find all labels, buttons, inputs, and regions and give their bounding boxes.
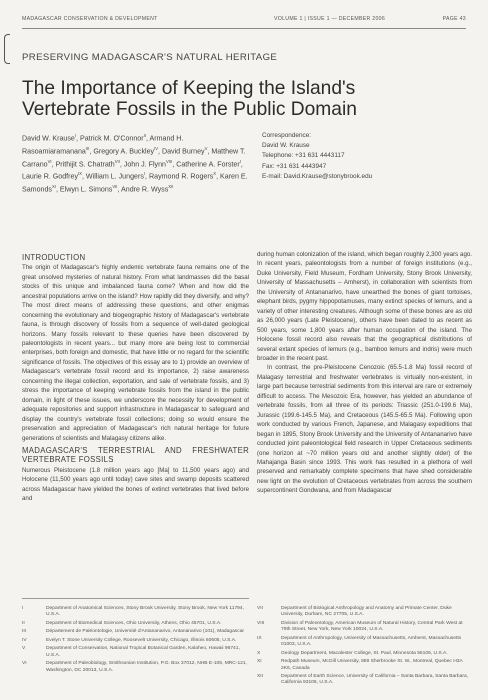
affiliation-note bbox=[257, 636, 472, 649]
page-number: PAGE 43 bbox=[442, 16, 466, 22]
affiliation-number: XII bbox=[257, 674, 263, 680]
author-name: Laurie R. Godfrey bbox=[22, 172, 78, 181]
affiliations-right bbox=[257, 606, 472, 689]
issue-info: VOLUME 1 | ISSUE 1 — DECEMBER 2006 bbox=[274, 16, 386, 22]
fossil-record-heading: MADAGASCAR'S TERRESTRIAL AND FRESHWATER VERTEBRATE FOSSILS bbox=[22, 446, 249, 465]
continued-paragraph: during human colonization of the island, which began roughly 2,300 years ago. In recent years, paleontologists from a number of foreign institutions (e.g., Duke University, Field Museum, Fordham University, Stony Brook University, University of Massachusetts – Amherst), in collaboration with scientists from the University of Antananarivo, have unearthed the bones of giant tortoises, elephant birds, pygmy hippopotamuses, many extinct species of lemurs, and a variety of other interesting creatures. Although some of these bones are as old as 26,000 years (Late Pleistocene), others have been dated to as recent as 500 years, some 1,800 years after human occupation of the island. The Holocene fossil record also reveals that the geographical distributions of several extant species of lemurs (e.g., bamboo lemurs and indris) were much broader in the recent past. bbox=[257, 251, 472, 362]
author-affiliation-marker: IX bbox=[78, 171, 82, 177]
header-rule bbox=[22, 28, 466, 29]
affiliation-note bbox=[22, 606, 249, 619]
author-affiliation-marker: I bbox=[143, 171, 146, 177]
affiliation-note bbox=[22, 621, 249, 627]
author-affiliation-marker: I bbox=[74, 133, 77, 138]
author-name: David Burney bbox=[161, 147, 205, 156]
body-column-right bbox=[257, 250, 472, 496]
cenozoic-paragraph: In contrast, the pre-Pleistocene Cenozoic (65.5-1.8 Ma) fossil record of Malagasy terrestrial and freshwater vertebrates is virtually non-existent, in large part because terrestrial sediments from this interval are rare or extremely difficult to access. The Mesozoic Era, however, has yielded an abundance of vertebrate fossils, from all three of its periods: Triassic (251.0-199.6 Ma), Jurassic (199.6-145.5 Ma), and Cretaceous (145.5-65.5 Ma). Following upon work conducted by various French, Japanese, and Malagasy expeditions that began in 1895, Stony Brook University and the University of Antananarivo have conducted joint paleontological field research in Upper Cretaceous sediments (one horizon at ~70 million years old and another slightly older) of the Mahajanga Basin since 1993. This work has resulted in a plethora of well preserved and remarkably complete specimens that have shed considerable new light on the evolution of Cretaceous vertebrates from across the southern supercontinent Gondwana, and from Madagascar bbox=[257, 364, 472, 495]
affiliation-note bbox=[22, 661, 249, 674]
journal-name: MADAGASCAR CONSERVATION & DEVELOPMENT bbox=[22, 16, 158, 22]
affiliation-text: Evelyn T. Stone University College, Roosevelt University, Chicago, Illinois 60605, U.S.A. bbox=[46, 637, 237, 643]
affiliations-left bbox=[22, 606, 249, 676]
author-affiliation-marker: II bbox=[143, 133, 146, 138]
affiliation-number: IV bbox=[22, 637, 27, 643]
affiliation-text: Department of Anthropology, University of Massachusetts, Amherst, Massachusetts 01003, U.S.A. bbox=[281, 635, 462, 648]
intro-heading: INTRODUCTION bbox=[22, 253, 86, 262]
affiliation-number: II bbox=[22, 620, 25, 626]
affiliation-text: Department of Conservation, National Tropical Botanical Garden, Kalaheo, Hawaii 96741, U.S.A. bbox=[46, 646, 240, 658]
affiliation-text: Department of Biological Anthropology and Anatomy and Primate Center, Duke University, Durham, NC 27705, U.S.A. bbox=[281, 606, 452, 618]
author-name: Karen E. Samonds bbox=[22, 172, 248, 194]
author-affiliation-marker: V bbox=[204, 145, 208, 151]
affiliation-number: VII bbox=[257, 606, 263, 611]
affiliation-text: Department of Anatomical Sciences, Stony Brook University, Stony Brook, New York 11794, U.S.A. bbox=[46, 606, 244, 618]
author-affiliation-marker: XI bbox=[51, 184, 56, 190]
author-name: John J. Flynn bbox=[123, 159, 166, 168]
author-name: Prithijit S. Chatrath bbox=[55, 159, 115, 168]
affiliation-note bbox=[257, 674, 472, 687]
author-affiliation-marker: VII bbox=[114, 158, 120, 164]
affiliation-number: V bbox=[22, 646, 26, 652]
running-head bbox=[22, 16, 466, 26]
body-column-left bbox=[22, 250, 249, 504]
author-name: Andre R. Wyss bbox=[121, 185, 169, 194]
author-name: Matthew T. Carrano bbox=[22, 147, 246, 168]
affiliation-number: XI bbox=[257, 659, 262, 665]
correspondence-name: David W. Krause bbox=[262, 142, 310, 150]
author-name: Armand H. Rasoamiaramanana bbox=[22, 134, 184, 156]
fossil-record-paragraph: Numerous Pleistocene (1.8 million years ago [Ma] to 11,500 years ago) and Holocene (11,500 years ago until today) cave sites and swamp deposits scattered across Madagascar have yielded the bones of extinct vertebrates that lived before and bbox=[22, 466, 249, 503]
affiliation-number: VI bbox=[22, 661, 27, 667]
affiliation-note bbox=[22, 629, 249, 635]
author-name: Patrick M. O'Connor bbox=[79, 134, 144, 143]
intro-paragraph: The origin of Madagascar's highly endemic vertebrate fauna remains one of the great unsolved mysteries of natural history. From what landmasses did the basal stocks of this unique and imbalanced fauna come? When and how did the ancestral populations arrive on the island? How rapidly did they diversify, and why? The most direct means of addressing these questions, and other enigmas concerning the evolutionary and biogeographic history of Madagascar's vertebrate fauna, is through discovery of fossils from a sequence of well-dated geological horizons. Many fossils relevant to these queries have been discovered by paleontologists in recent years... but many more are being lost to commercial enterprises, both foreign and domestic, that have little or no regard for the scientific significance of fossils. The objectives of this essay are to 1) provide an overview of Madagascar's vertebrate fossil record and its importance, 2) raise awareness concerning the illegal collection, exportation, and sale of vertebrate fossils, and 3) stress the importance of keeping vertebrate fossils from the island in the public domain, in light of these issues, we underscore the necessity for development of adequate repositories and support infrastructure in Madagascar to safeguard and display the country's vertebrate fossil collections; doing so would ensure the preservation and appreciation of Madagascar's rich natural heritage for future generations of scientists and Malagasy citizens alike. bbox=[22, 264, 249, 442]
affiliation-number: I bbox=[22, 606, 24, 611]
affiliation-text: Redpath Museum, McGill University, 859 Sherbrooke St. W., Montreal, Quebec H3A 2K6, Canada bbox=[281, 659, 463, 671]
author-affiliation-marker: III bbox=[85, 145, 90, 151]
author-affiliation-marker: XII bbox=[168, 184, 174, 190]
affiliation-note bbox=[257, 651, 472, 657]
author-name: Catherine A. Forster bbox=[176, 159, 240, 168]
affiliation-number: IX bbox=[257, 635, 262, 641]
affiliation-text: Division of Paleontology, American Museum of Natural History, Central Park West at 79th Street, New York, New York 10024, U.S.A. bbox=[281, 620, 463, 633]
affiliation-number: III bbox=[22, 629, 27, 635]
affiliation-text: Département de Paléontologie, Université d'Antananarivo, Antananarivo (101), Madagascar bbox=[46, 629, 245, 635]
author-name: Raymond R. Rogers bbox=[149, 172, 214, 181]
author-affiliation-marker: VI bbox=[47, 158, 52, 164]
author-name: Gregory A. Buckley bbox=[93, 147, 155, 156]
correspondence-telephone: Telephone: +31 631 4443117 bbox=[262, 152, 345, 160]
affiliation-text: Department of Biomedical Sciences, Ohio University, Athens, Ohio 45701, U.S.A. bbox=[46, 620, 222, 626]
affiliation-number: X bbox=[257, 650, 261, 656]
correspondence-fax: Fax: +31 631 4443947 bbox=[262, 162, 327, 170]
author-name: David W. Krause bbox=[22, 134, 75, 143]
affiliation-note bbox=[22, 638, 249, 644]
author-name: Elwyn L. Simons bbox=[59, 185, 113, 194]
correspondence-block bbox=[262, 131, 472, 182]
author-affiliation-marker: VII bbox=[112, 184, 118, 190]
affiliation-text: Department of Paleobiology, Smithsonian Institution, P.O. Box 37012, NHB E-105, MRC-121, Washington, DC 20013, U.S.A. bbox=[46, 661, 247, 673]
affiliation-note bbox=[257, 621, 472, 634]
affiliation-note bbox=[257, 606, 472, 619]
author-affiliation-marker: I bbox=[239, 158, 241, 164]
author-name: William L. Jungers bbox=[85, 172, 144, 181]
affiliation-note bbox=[22, 646, 249, 659]
affiliation-text: Geology Department, Macalester College, St. Paul, Minnesota 55105, U.S.A. bbox=[281, 650, 448, 656]
author-affiliation-marker: VIII bbox=[165, 158, 173, 164]
affiliation-text: Department of Earth Science, University of California – Santa Barbara, Santa Barbara, California 93106, U.S.A. bbox=[281, 674, 469, 686]
author-list: David W. Krause$^I$, Patrick M. O'Connor$^{II}$, Armand H. Rasoamiaramanana$^{III}$, Gregory A. Buckley$^{IV}$, David Burney$^V$, Matthew T. Carrano$^{VI}$, Prithijit S. Chatrath$^{VII}$, John J. Flynn$^{VIII}$, Catherine A. Forster$^I$, Laurie R. Godfrey$^{IX}$, William L. Jungers$^I$, Raymond R. Rogers$^X$, Karen E. Samonds$^{XI}$, Elwyn L. Simons$^{VII}$, Andre R. Wyss$^{XII}$ bbox=[22, 133, 248, 194]
article-title: The Importance of Keeping the Island's Vertebrate Fossils in the Public Domain bbox=[22, 78, 357, 120]
binder-bracket-mark bbox=[4, 34, 10, 64]
correspondence-heading: Correspondence: bbox=[262, 132, 312, 139]
section-banner: PRESERVING MADAGASCAR'S NATURAL HERITAGE bbox=[22, 52, 278, 63]
correspondence-email[interactable]: E-mail: David.Krause@stonybrook.edu bbox=[262, 172, 373, 180]
footnote-rule bbox=[22, 598, 249, 599]
author-affiliation-marker: X bbox=[213, 171, 217, 177]
affiliation-number: VIII bbox=[257, 620, 265, 626]
author-affiliation-marker: IV bbox=[154, 145, 159, 151]
affiliation-note bbox=[257, 659, 472, 672]
